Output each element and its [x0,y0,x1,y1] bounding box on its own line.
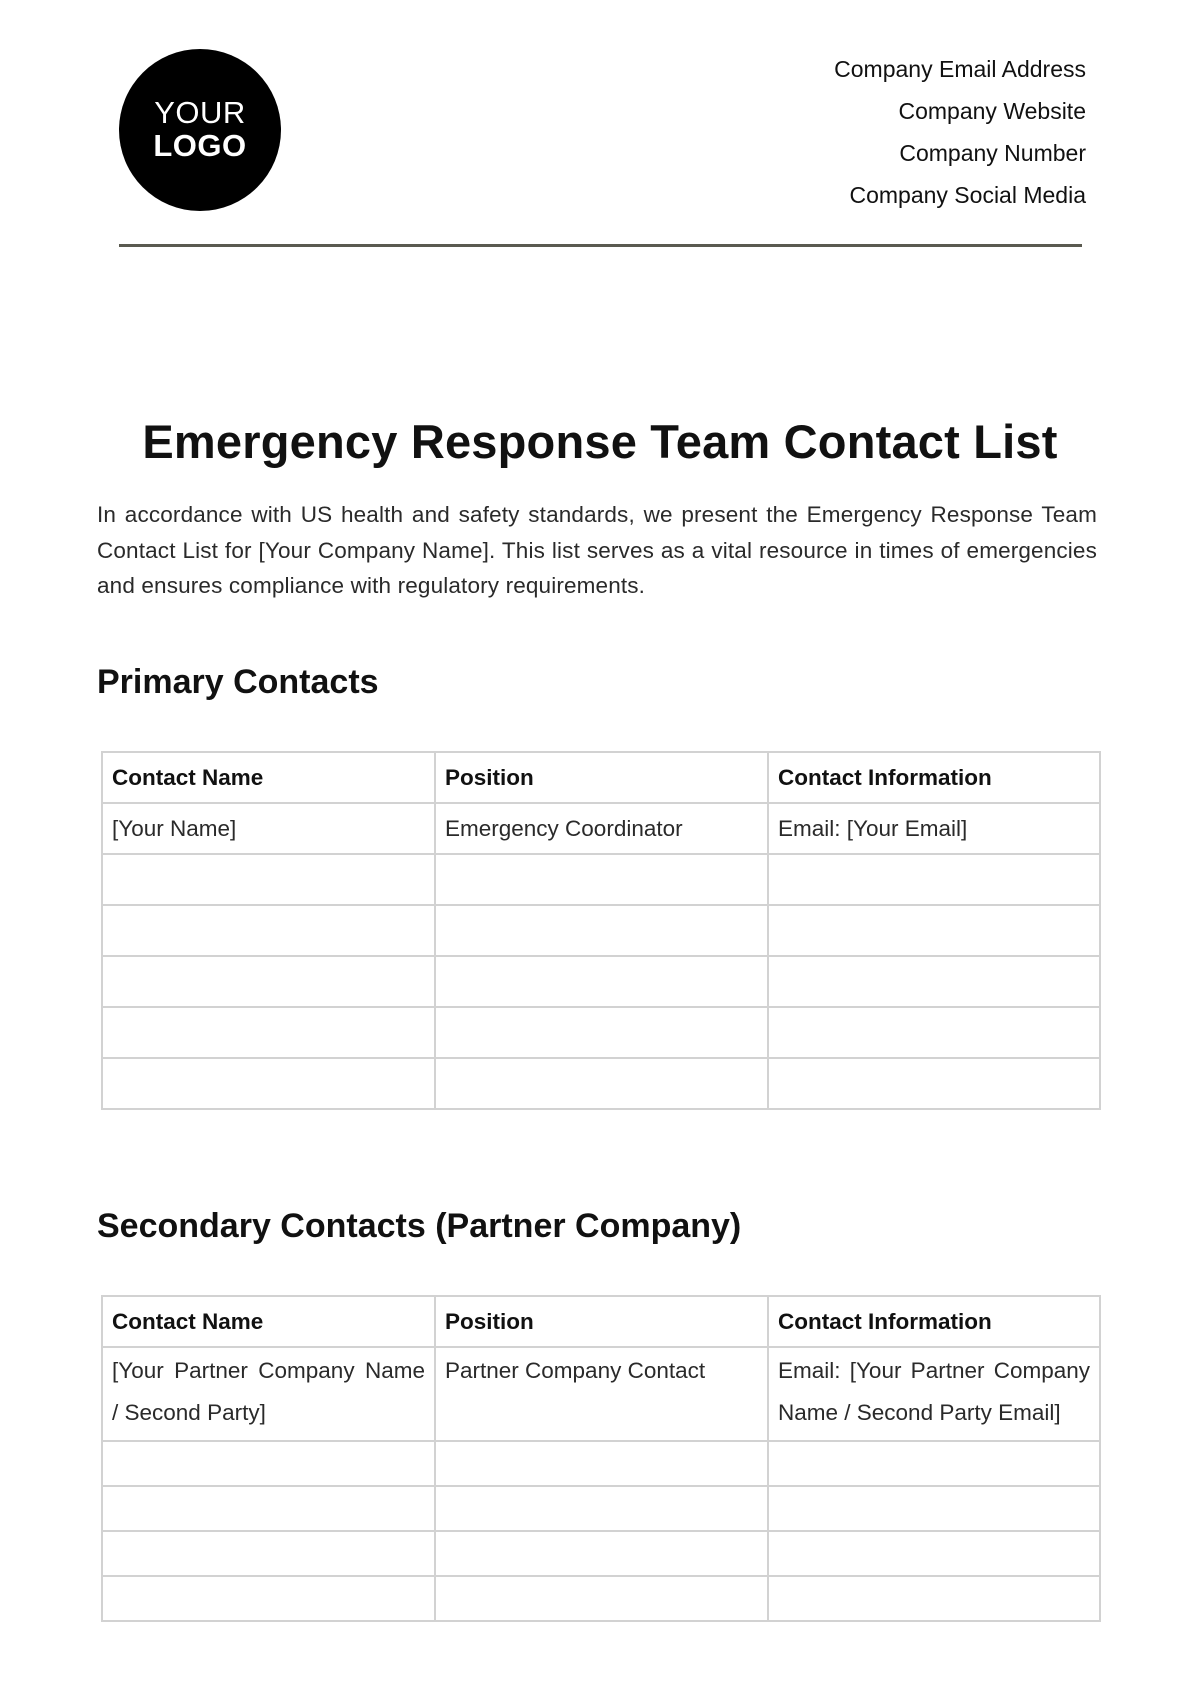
cell-contact-information[interactable] [768,1007,1100,1058]
cell-contact-name[interactable] [102,956,435,1007]
cell-position[interactable]: Partner Company Contact [435,1347,768,1441]
cell-contact-information[interactable] [768,1486,1100,1531]
header-position: Position [435,1296,768,1347]
table-row [102,1576,1100,1621]
cell-position[interactable] [435,905,768,956]
table-row [102,905,1100,956]
cell-contact-name[interactable] [102,1576,435,1621]
table-row [102,1347,1100,1441]
primary-contacts-heading: Primary Contacts [97,663,379,701]
header-position: Position [435,752,768,803]
cell-contact-information[interactable] [768,1441,1100,1486]
table-row [102,1486,1100,1531]
header-divider [119,244,1082,247]
cell-position[interactable] [435,1441,768,1486]
cell-contact-information[interactable] [768,1576,1100,1621]
company-contact-block [834,52,1086,220]
table-row [102,1058,1100,1109]
cell-contact-information[interactable] [768,1531,1100,1576]
table-row [102,803,1100,854]
cell-contact-name[interactable] [102,905,435,956]
cell-contact-name[interactable] [102,854,435,905]
cell-contact-name[interactable]: [Your Partner Company Name / Second Party] [102,1347,435,1441]
cell-contact-name[interactable]: [Your Name] [102,803,435,854]
cell-position[interactable] [435,1058,768,1109]
cell-position[interactable] [435,1486,768,1531]
cell-contact-information[interactable] [768,1058,1100,1109]
logo-line-1: YOUR [154,95,246,131]
cell-position[interactable]: Emergency Coordinator [435,803,768,854]
secondary-contacts-heading: Secondary Contacts (Partner Company) [97,1207,742,1245]
cell-contact-name[interactable] [102,1007,435,1058]
table-row [102,1531,1100,1576]
primary-contacts-table [101,751,1101,1110]
table-row [102,1007,1100,1058]
company-email: Company Email Address [834,56,1086,82]
cell-position[interactable] [435,1531,768,1576]
cell-contact-information[interactable] [768,905,1100,956]
company-number: Company Number [899,140,1086,166]
company-logo [119,49,281,211]
cell-contact-information[interactable]: Email: [Your Partner Company Name / Second Party Email] [768,1347,1100,1441]
table-row [102,1441,1100,1486]
cell-contact-name[interactable] [102,1058,435,1109]
cell-position[interactable] [435,854,768,905]
header-contact-name: Contact Name [102,752,435,803]
company-social-media: Company Social Media [849,182,1086,208]
cell-contact-name[interactable] [102,1441,435,1486]
table-row [102,956,1100,1007]
table-header-row [102,752,1100,803]
cell-contact-information[interactable] [768,854,1100,905]
logo-line-2: LOGO [153,128,247,163]
company-website: Company Website [898,98,1086,124]
cell-contact-name[interactable] [102,1531,435,1576]
secondary-contacts-table [101,1295,1101,1622]
table-row [102,854,1100,905]
header-contact-information: Contact Information [768,752,1100,803]
cell-position[interactable] [435,956,768,1007]
page-title: Emergency Response Team Contact List [142,415,1058,468]
header-contact-information: Contact Information [768,1296,1100,1347]
cell-contact-name[interactable] [102,1486,435,1531]
cell-position[interactable] [435,1007,768,1058]
cell-contact-information[interactable]: Email: [Your Email] [768,803,1100,854]
cell-position[interactable] [435,1576,768,1621]
cell-contact-information[interactable] [768,956,1100,1007]
table-header-row [102,1296,1100,1347]
header-contact-name: Contact Name [102,1296,435,1347]
intro-paragraph: In accordance with US health and safety standards, we present the Emergency Response Team Contact List for [Your Company Name]. This list serves as a vital resource in times of emergencies and ensures compliance with regulatory requirements. [97,502,1097,598]
